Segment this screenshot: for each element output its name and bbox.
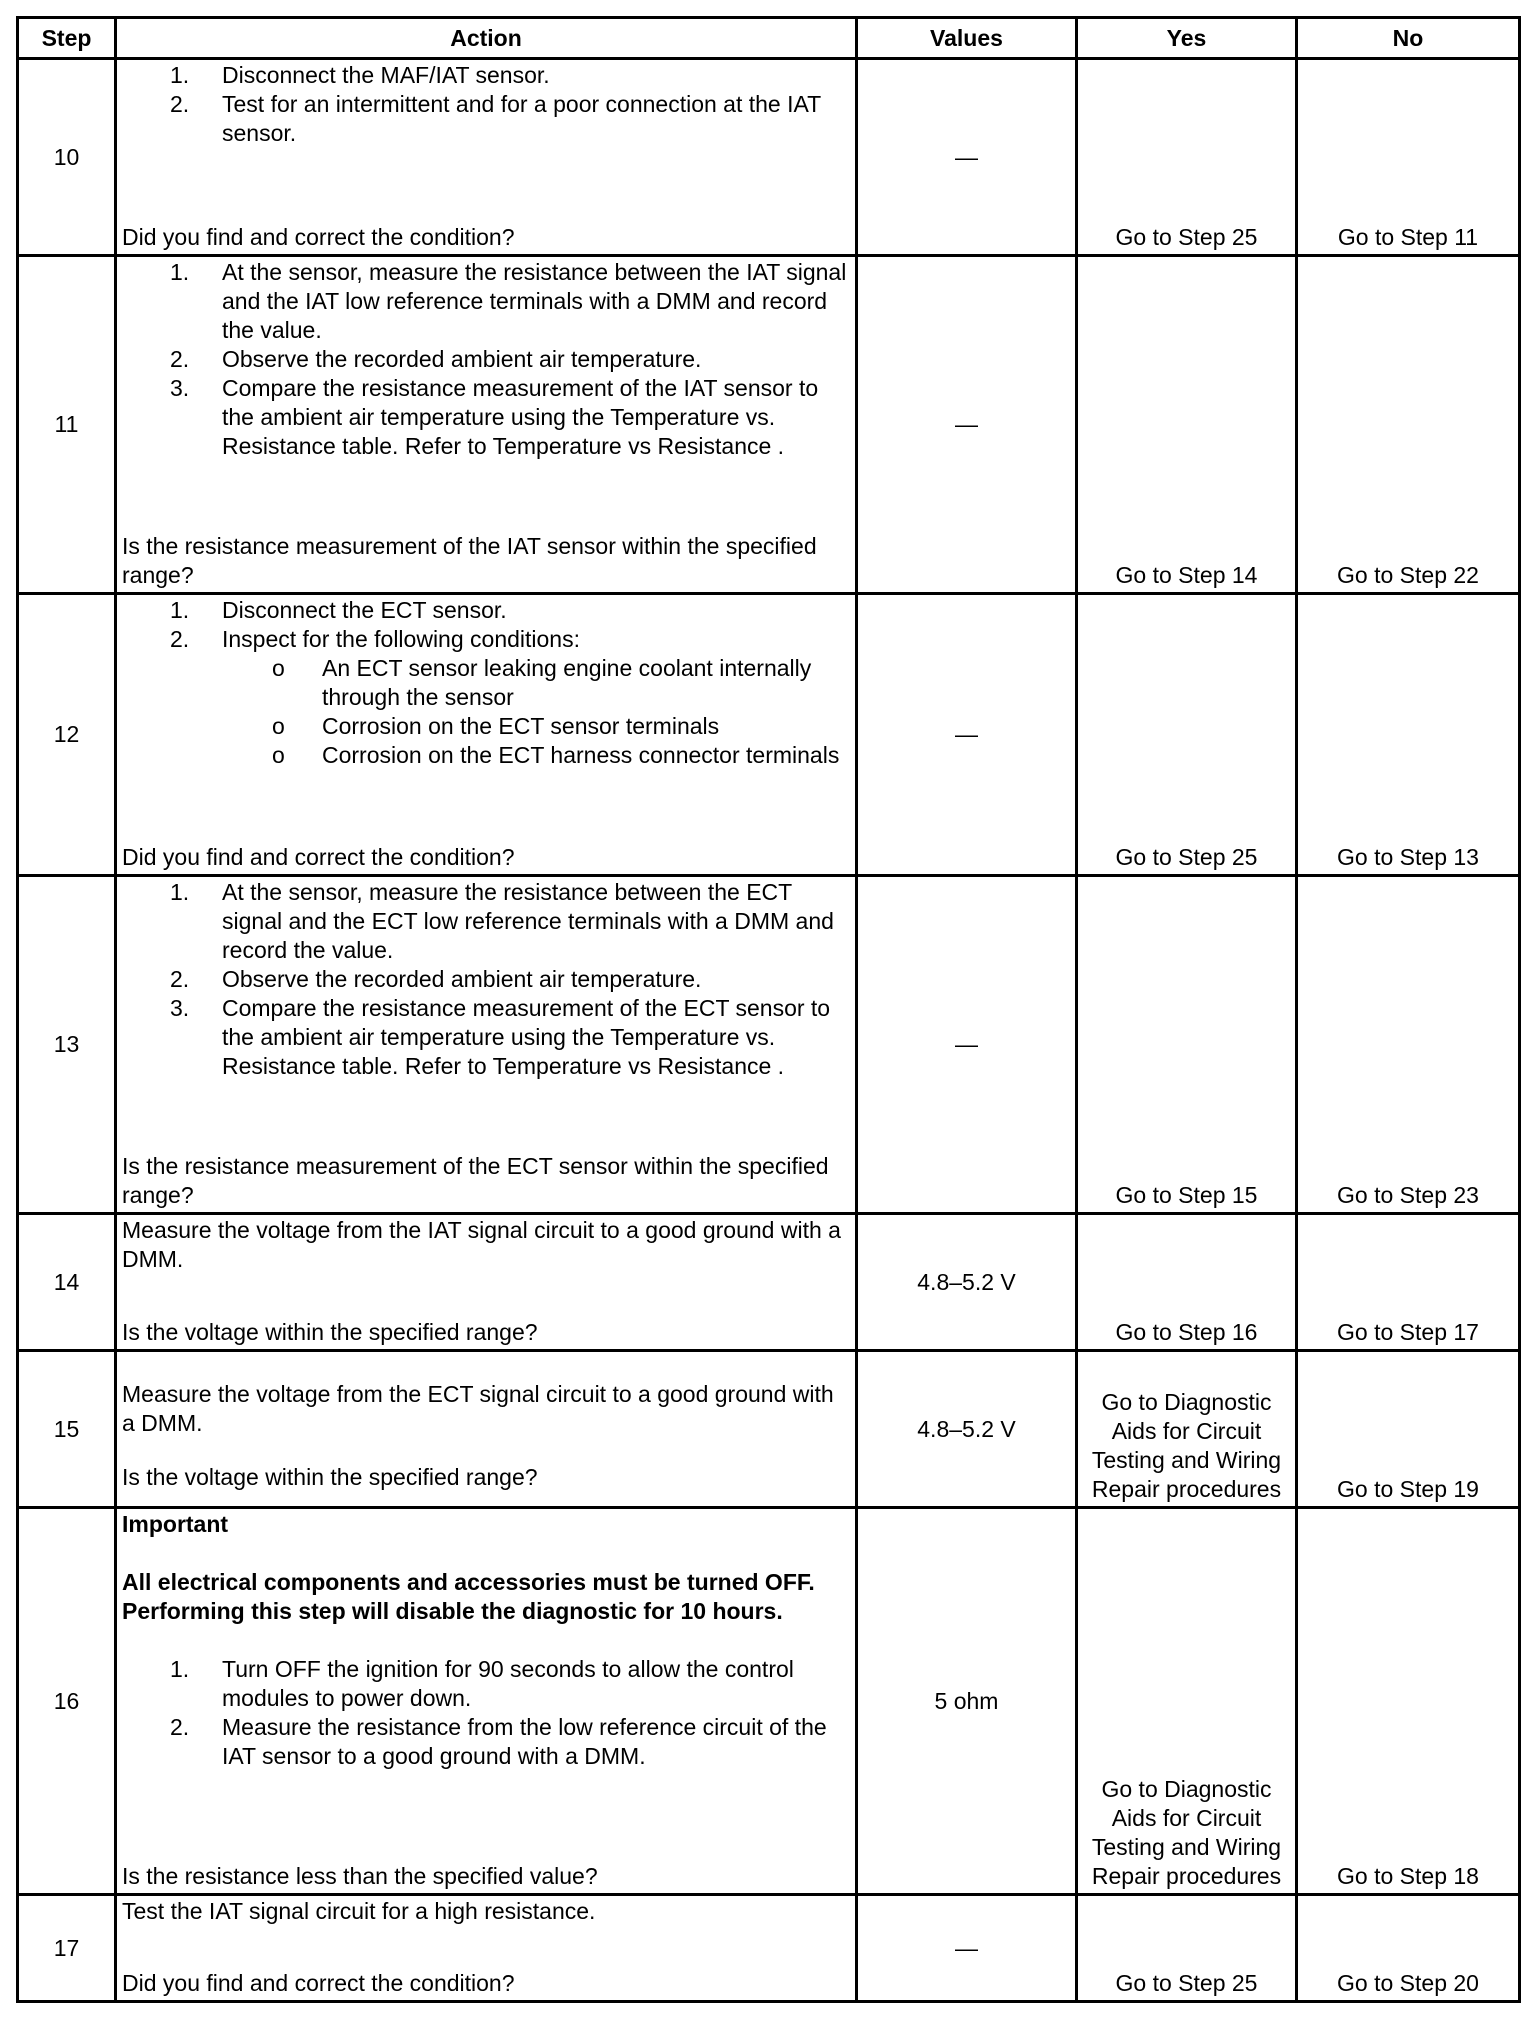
action-cell: [116, 59, 857, 256]
list-item: 1. Turn OFF the ignition for 90 seconds to allow the control modules to power down.: [170, 1656, 794, 1711]
header-row: [18, 18, 1520, 59]
list-item: 2. Measure the resistance from the low reference circuit of the IAT sensor to a good ground with a DMM.: [170, 1714, 827, 1769]
header-action: Action: [116, 18, 857, 59]
no-cell: Go to Step 22: [1297, 256, 1520, 594]
action-text: Measure the voltage from the ECT signal circuit to a good ground with a DMM.: [122, 1381, 834, 1436]
step-number: 17: [18, 1895, 116, 2002]
action-cell: [116, 1214, 857, 1351]
yes-cell: Go to Step 16: [1077, 1214, 1297, 1351]
action-cell: [116, 876, 857, 1214]
list-item: o An ECT sensor leaking engine coolant internally through the sensor: [272, 655, 812, 710]
step-number: 16: [18, 1508, 116, 1895]
action-steps: [122, 878, 851, 1081]
value-cell: 4.8–5.2 V: [857, 1351, 1077, 1508]
action-cell: [116, 594, 857, 876]
value-cell: —: [857, 1895, 1077, 2002]
table-row-step-11: [18, 256, 1520, 594]
action-steps: [122, 1655, 851, 1771]
yes-cell: Go to Diagnostic Aids for Circuit Testing and Wiring Repair procedures: [1077, 1508, 1297, 1895]
table-row-step-17: [18, 1895, 1520, 2002]
header-no: No: [1297, 18, 1520, 59]
question-text: Is the resistance measurement of the ECT sensor within the specified range?: [122, 1153, 829, 1208]
table-row-step-12: [18, 594, 1520, 876]
list-item: o Corrosion on the ECT sensor terminals: [272, 713, 720, 739]
table-row-step-16: [18, 1508, 1520, 1895]
no-cell: Go to Step 13: [1297, 594, 1520, 876]
list-item: 3. Compare the resistance measurement of the IAT sensor to the ambient air temperature using the Temperature vs. Resistance table. Refer to Temperature vs Resistance .: [170, 375, 819, 459]
question-text: Did you find and correct the condition?: [122, 1970, 515, 1996]
question-text: Did you find and correct the condition?: [122, 224, 515, 250]
yes-cell: Go to Step 25: [1077, 1895, 1297, 2002]
list-item: 1. Disconnect the MAF/IAT sensor.: [170, 62, 550, 88]
no-cell: Go to Step 23: [1297, 876, 1520, 1214]
value-cell: 4.8–5.2 V: [857, 1214, 1077, 1351]
value-cell: —: [857, 876, 1077, 1214]
list-item: 3. Compare the resistance measurement of the ECT sensor to the ambient air temperature using the Temperature vs. Resistance table. Refer to Temperature vs Resistance .: [170, 995, 831, 1079]
header-step: Step: [18, 18, 116, 59]
no-cell: Go to Step 11: [1297, 59, 1520, 256]
important-label: Important: [122, 1511, 229, 1537]
list-item: 2. Test for an intermittent and for a poor connection at the IAT sensor.: [170, 91, 821, 146]
step-number: 15: [18, 1351, 116, 1508]
table-row-step-13: [18, 876, 1520, 1214]
step-number: 11: [18, 256, 116, 594]
question-text: Is the voltage within the specified range?: [122, 1464, 538, 1490]
action-cell: [116, 256, 857, 594]
action-steps: [122, 596, 851, 770]
yes-cell: Go to Step 25: [1077, 594, 1297, 876]
table-row-step-10: [18, 59, 1520, 256]
question-text: Is the resistance measurement of the IAT sensor within the specified range?: [122, 533, 817, 588]
value-cell: —: [857, 256, 1077, 594]
yes-cell: Go to Step 14: [1077, 256, 1297, 594]
list-item: 1. At the sensor, measure the resistance between the ECT signal and the ECT low reference terminals with a DMM and record the value.: [170, 879, 834, 963]
step-number: 13: [18, 876, 116, 1214]
no-cell: Go to Step 18: [1297, 1508, 1520, 1895]
header-values: Values: [857, 18, 1077, 59]
list-item: 2. Observe the recorded ambient air temperature.: [170, 966, 702, 992]
action-steps: [122, 61, 851, 148]
question-text: Is the resistance less than the specified value?: [122, 1863, 598, 1889]
action-steps: [122, 258, 851, 461]
action-cell: [116, 1508, 857, 1895]
value-cell: —: [857, 59, 1077, 256]
step-number: 14: [18, 1214, 116, 1351]
list-item: o Corrosion on the ECT harness connector terminals: [272, 742, 840, 768]
action-cell: [116, 1895, 857, 2002]
list-item: 2. Inspect for the following conditions: o An ECT sensor leaking engine coolant internally through the sensor o Corrosion on the ECT sensor terminals o Corrosion on the ECT harness connector terminals: [122, 625, 851, 770]
condition-list: [222, 654, 851, 770]
question-text: Did you find and correct the condition?: [122, 844, 515, 870]
no-cell: Go to Step 20: [1297, 1895, 1520, 2002]
value-cell: 5 ohm: [857, 1508, 1077, 1895]
table-row-step-14: [18, 1214, 1520, 1351]
step-number: 10: [18, 59, 116, 256]
step-number: 12: [18, 594, 116, 876]
list-item: 2. Observe the recorded ambient air temperature.: [170, 346, 702, 372]
yes-cell: Go to Diagnostic Aids for Circuit Testing and Wiring Repair procedures: [1077, 1351, 1297, 1508]
action-text: Measure the voltage from the IAT signal circuit to a good ground with a DMM.: [122, 1217, 841, 1272]
list-item: 1. Disconnect the ECT sensor.: [170, 597, 507, 623]
action-cell: [116, 1351, 857, 1508]
diagnostic-table: [16, 16, 1521, 2003]
value-cell: —: [857, 594, 1077, 876]
no-cell: Go to Step 17: [1297, 1214, 1520, 1351]
question-text: Is the voltage within the specified range?: [122, 1319, 538, 1345]
yes-cell: Go to Step 25: [1077, 59, 1297, 256]
list-item: 1. At the sensor, measure the resistance between the IAT signal and the IAT low reference terminals with a DMM and record the value.: [170, 259, 847, 343]
action-text: Test the IAT signal circuit for a high resistance.: [122, 1898, 596, 1924]
no-cell: Go to Step 19: [1297, 1351, 1520, 1508]
yes-cell: Go to Step 15: [1077, 876, 1297, 1214]
important-text: All electrical components and accessories must be turned OFF. Performing this step will disable the diagnostic for 10 hours.: [122, 1569, 815, 1624]
header-yes: Yes: [1077, 18, 1297, 59]
table-row-step-15: [18, 1351, 1520, 1508]
